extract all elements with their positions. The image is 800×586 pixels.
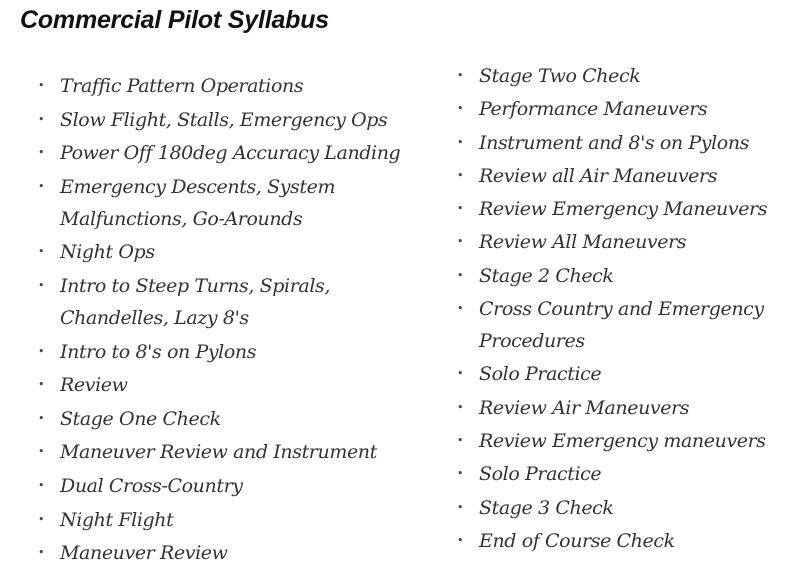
list-item: • Solo Practice bbox=[457, 458, 792, 490]
list-item: • Review Air Maneuvers bbox=[457, 392, 792, 424]
list-item: • Dual Cross-Country bbox=[38, 470, 418, 502]
list-item: • Power Off 180deg Accuracy Landing bbox=[38, 137, 418, 169]
list-item: • Instrument and 8's on Pylons bbox=[457, 127, 792, 159]
list-item: • Stage 2 Check bbox=[457, 260, 792, 292]
list-item: • End of Course Check bbox=[457, 525, 792, 557]
list-item: • Stage Two Check bbox=[457, 60, 792, 92]
list-item-line: Procedures bbox=[479, 330, 585, 353]
syllabus-list-left bbox=[38, 70, 418, 571]
list-item bbox=[457, 293, 792, 357]
list-item: • Review bbox=[38, 369, 418, 401]
list-item-line: • Cross Country and Emergency bbox=[479, 298, 764, 321]
list-item: • Review all Air Maneuvers bbox=[457, 160, 792, 192]
list-item: • Stage One Check bbox=[38, 403, 418, 435]
list-item-line: Chandelles, Lazy 8's bbox=[60, 306, 249, 329]
list-item: • Review Emergency Maneuvers bbox=[457, 193, 792, 225]
list-item-line: • Emergency Descents, System bbox=[60, 175, 336, 198]
list-item: • Night Flight bbox=[38, 504, 418, 536]
list-item-line: Malfunctions, Go-Arounds bbox=[60, 207, 303, 230]
list-item: • Solo Practice bbox=[457, 358, 792, 390]
list-item-line: • Intro to Steep Turns, Spirals, bbox=[60, 274, 330, 297]
list-item: • Review All Maneuvers bbox=[457, 226, 792, 258]
list-item bbox=[38, 171, 418, 235]
list-item: • Stage 3 Check bbox=[457, 492, 792, 524]
list-item: • Intro to 8's on Pylons bbox=[38, 336, 418, 368]
list-item: • Slow Flight, Stalls, Emergency Ops bbox=[38, 104, 418, 136]
list-item: • Performance Maneuvers bbox=[457, 93, 792, 125]
list-item: • Traffic Pattern Operations bbox=[38, 70, 418, 102]
syllabus-list-right bbox=[457, 60, 792, 558]
list-item: • Night Ops bbox=[38, 236, 418, 268]
page-title: Commercial Pilot Syllabus bbox=[20, 6, 329, 34]
list-item: • Maneuver Review and Instrument bbox=[38, 436, 418, 468]
list-item: • Review Emergency maneuvers bbox=[457, 425, 792, 457]
list-item bbox=[38, 270, 418, 334]
list-item: • Maneuver Review bbox=[38, 537, 418, 569]
